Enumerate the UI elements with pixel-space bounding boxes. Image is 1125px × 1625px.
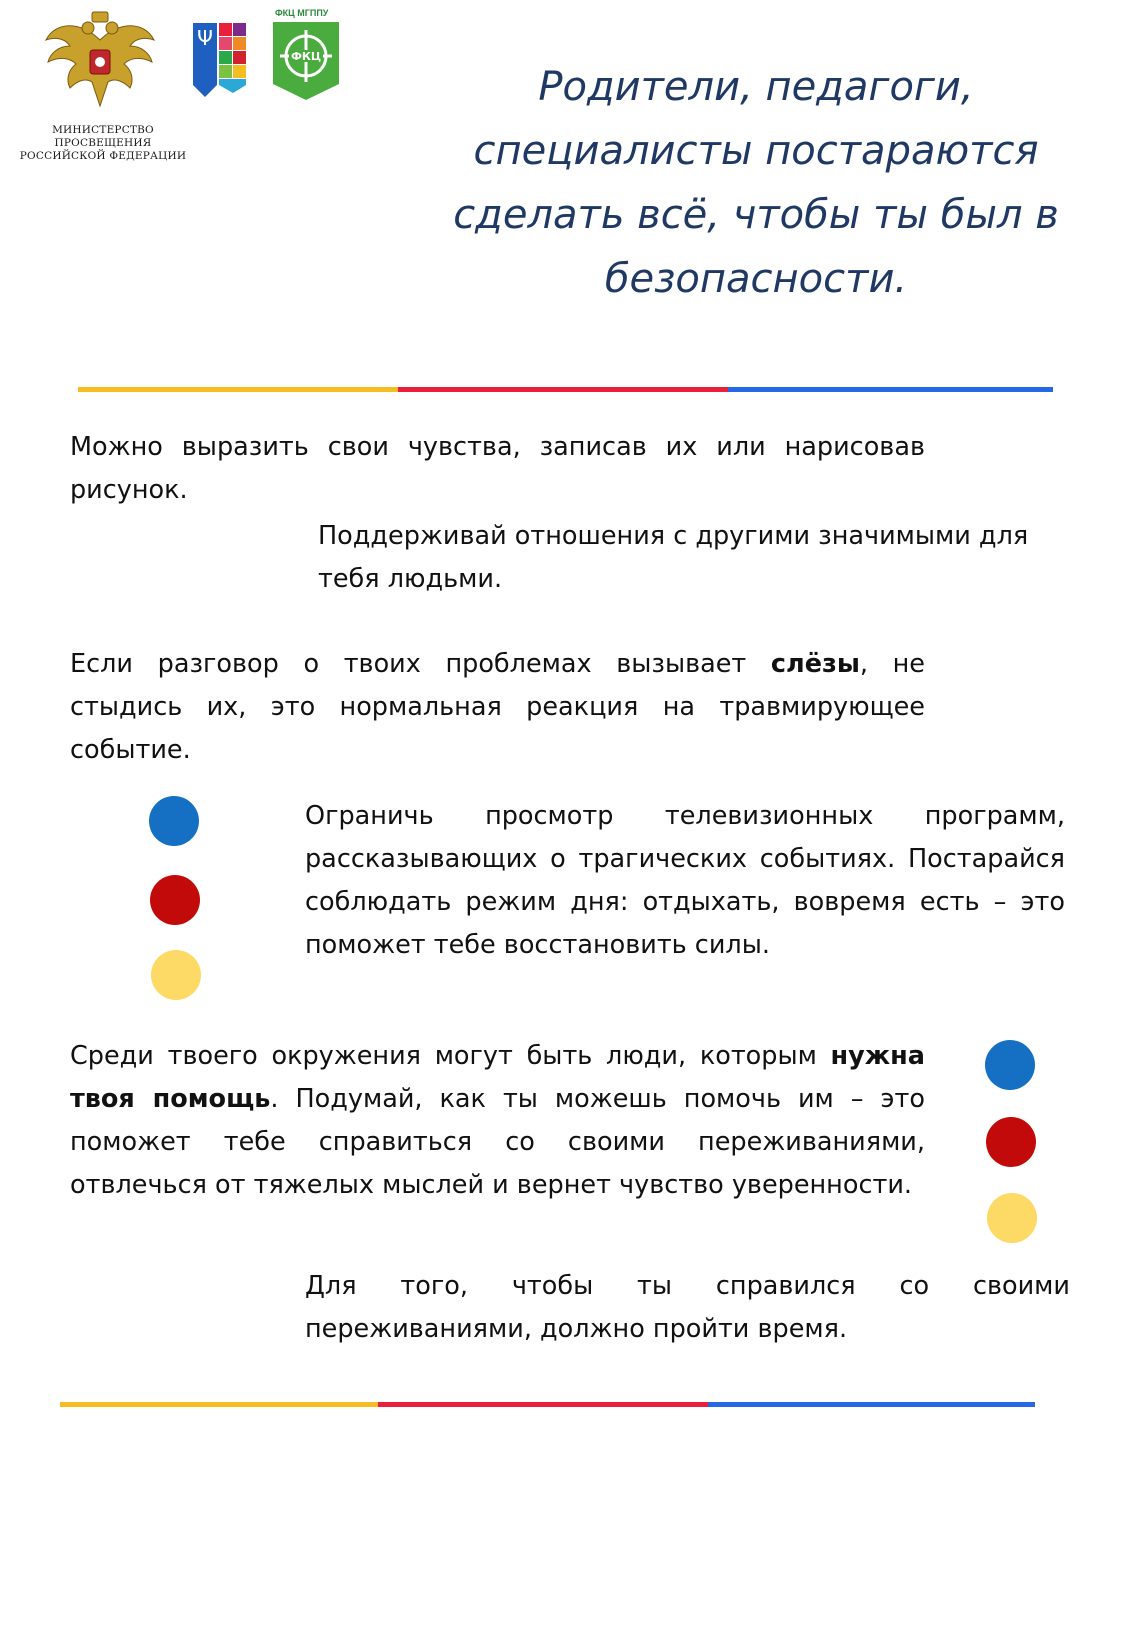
fkc-caption: ФКЦ МГППУ (275, 8, 329, 18)
fkc-logo-icon (273, 22, 339, 100)
tears-bold: слёзы (770, 649, 860, 679)
paragraph-keep-relations-text: Поддерживай отношения с другими значимыми для тебя людьми. (318, 521, 1029, 594)
ministry-emblem-icon (40, 10, 160, 110)
yellow-dot (151, 950, 201, 1000)
ministry-line-1: МИНИСТЕРСТВО ПРОСВЕЩЕНИЯ (52, 124, 154, 149)
blue-dot (149, 796, 199, 846)
paragraph-keep-relations (318, 515, 1073, 601)
paragraph-limit-tv-text: Ограничь просмотр телевизионных программ, рассказывающих о трагических событиях. Постарайся соблюдать режим дня: отдыхать, вовремя есть – это поможет тебе восстановить силы. (305, 801, 1065, 960)
tears-text-before: Если разговор о твоих проблемах вызывает (70, 649, 771, 679)
help-text-after: . Подумай, как ты можешь помочь им – это поможет тебе справиться со своими переживаниями, отвлечься от тяжелых мыслей и вернет чувство уверенности. (70, 1084, 925, 1200)
fkc-badge-text: ФКЦ (290, 50, 322, 63)
paragraph-takes-time-text: Для того, чтобы ты справился со своими переживаниями, должно пройти время. (305, 1271, 1070, 1344)
paragraph-tears (70, 643, 925, 772)
yellow-dot (987, 1193, 1037, 1243)
paragraph-limit-tv (305, 795, 1065, 967)
ministry-name (8, 124, 198, 163)
tears-text-after: , не стыдись их, это нормальная реакция на травмирующее событие. (70, 649, 925, 765)
top-divider (78, 387, 1053, 392)
help-bold: нужна твоя помощь (70, 1041, 925, 1114)
svg-text:Ψ: Ψ (197, 26, 213, 50)
red-dot (150, 875, 200, 925)
paragraph-help-others (70, 1035, 925, 1207)
blue-dot (985, 1040, 1035, 1090)
paragraph-express-feelings-text: Можно выразить свои чувства, записав их или нарисовав рисунок. (70, 432, 925, 505)
paragraph-takes-time (305, 1265, 1070, 1351)
paragraph-express-feelings (70, 426, 925, 512)
red-dot (986, 1117, 1036, 1167)
ministry-line-2: РОССИЙСКОЙ ФЕДЕРАЦИИ (19, 150, 187, 162)
bottom-divider (60, 1402, 1035, 1407)
headline: Родители, педагоги, специалисты постараются сделать всё, чтобы ты был в безопасности. (453, 64, 1059, 302)
help-text-before: Среди твоего окружения могут быть люди, которым (70, 1041, 831, 1071)
prosveshchenie-logo-icon (193, 23, 259, 97)
